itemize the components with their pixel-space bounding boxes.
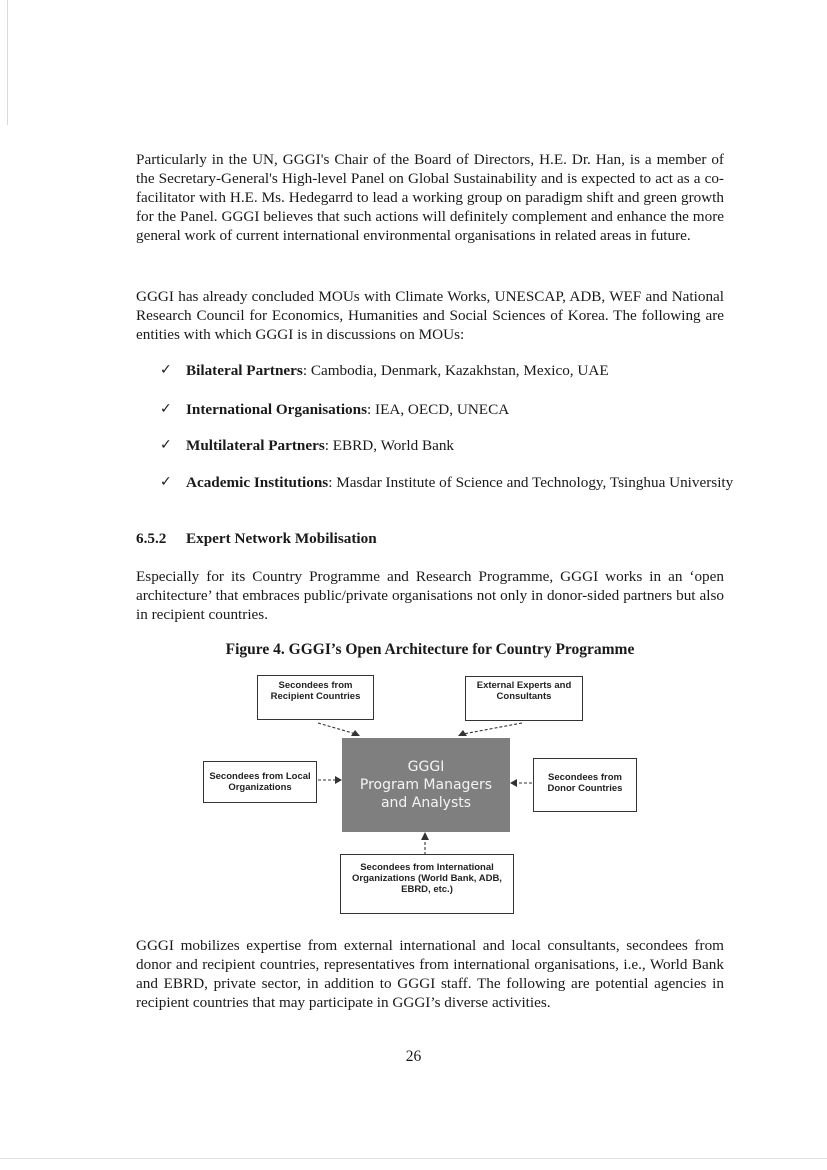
box-recipient-countries: Secondees from Recipient Countries (257, 675, 374, 720)
center-subtitle: Program Managers (359, 777, 493, 793)
checkmark-icon: ✓ (160, 362, 172, 378)
checkmark-icon: ✓ (160, 401, 172, 417)
scan-bottom-line (0, 1158, 827, 1159)
paragraph-text: Especially for its Country Programme and Research Programme, GGGI works in an ‘open architecture’ that embraces public/private organisations not only in donor-sided partners but also in recipient countries. (136, 568, 724, 623)
bullet-text: : IEA, OECD, UNECA (367, 401, 510, 418)
box-external-experts: External Experts and Consultants (465, 676, 583, 721)
center-box-gggi (342, 738, 510, 832)
bullet-label: Academic Institutions (186, 474, 329, 491)
connector-external (463, 723, 522, 734)
bullet-text: : Masdar Institute of Science and Technology, Tsinghua University (328, 474, 734, 491)
checkmark-icon: ✓ (160, 474, 172, 490)
box-donor-countries: Secondees from Donor Countries (533, 758, 637, 812)
paragraph-text: Particularly in the UN, GGGI's Chair of the Board of Directors, H.E. Dr. Han, is a member of the Secretary-General's High-level Panel on Global Sustainability and is expected to act as a co-facilitator with H.E. Ms. Hedegarrd to lead a working group on paradigm shift and green growth for the Panel. GGGI believes that such actions will definitely complement and enhance the more general work of current international environmental organisations in related areas in future. (136, 151, 724, 244)
arrowhead-icon (421, 832, 429, 840)
box-local-organizations: Secondees from Local Organizations (203, 761, 317, 803)
paragraph-text: GGGI mobilizes expertise from external international and local consultants, secondees from donor and recipient countries, representatives from international organisations, i.e., World Bank and EBRD, private sector, in addition to GGGI staff. The following are potential agencies in recipient countries that may participate in GGGI’s diverse activities. (136, 937, 724, 1011)
bullet-text: : EBRD, World Bank (324, 437, 455, 454)
figure-title: Figure 4. GGGI’s Open Architecture for Country Programme (225, 641, 635, 658)
arrowhead-icon (510, 779, 517, 787)
arrowhead-icon (335, 776, 342, 784)
section-number: 6.5.2 (136, 530, 167, 547)
section-title: Expert Network Mobilisation (186, 530, 377, 547)
connector-recipient (318, 723, 356, 734)
paragraph-text: GGGI has already concluded MOUs with Climate Works, UNESCAP, ADB, WEF and National Research Council for Economics, Humanities and Social Sciences of Korea. The following are entities with which GGGI is in discussions on MOUs: (136, 288, 724, 343)
checkmark-icon: ✓ (160, 437, 172, 453)
bullet-text: : Cambodia, Denmark, Kazakhstan, Mexico, UAE (302, 362, 609, 379)
page-number: 26 (405, 1048, 422, 1065)
box-international-organizations: Secondees from International Organizations (World Bank, ADB, EBRD, etc.) (340, 854, 514, 914)
bullet-label: Multilateral Partners (186, 437, 325, 454)
center-title: GGGI (407, 759, 445, 775)
bullet-label: Bilateral Partners (186, 362, 303, 379)
bullet-label: International Organisations (186, 401, 368, 418)
paragraph-mobilizes-expertise (136, 936, 724, 1012)
center-subtitle: and Analysts (380, 795, 472, 811)
